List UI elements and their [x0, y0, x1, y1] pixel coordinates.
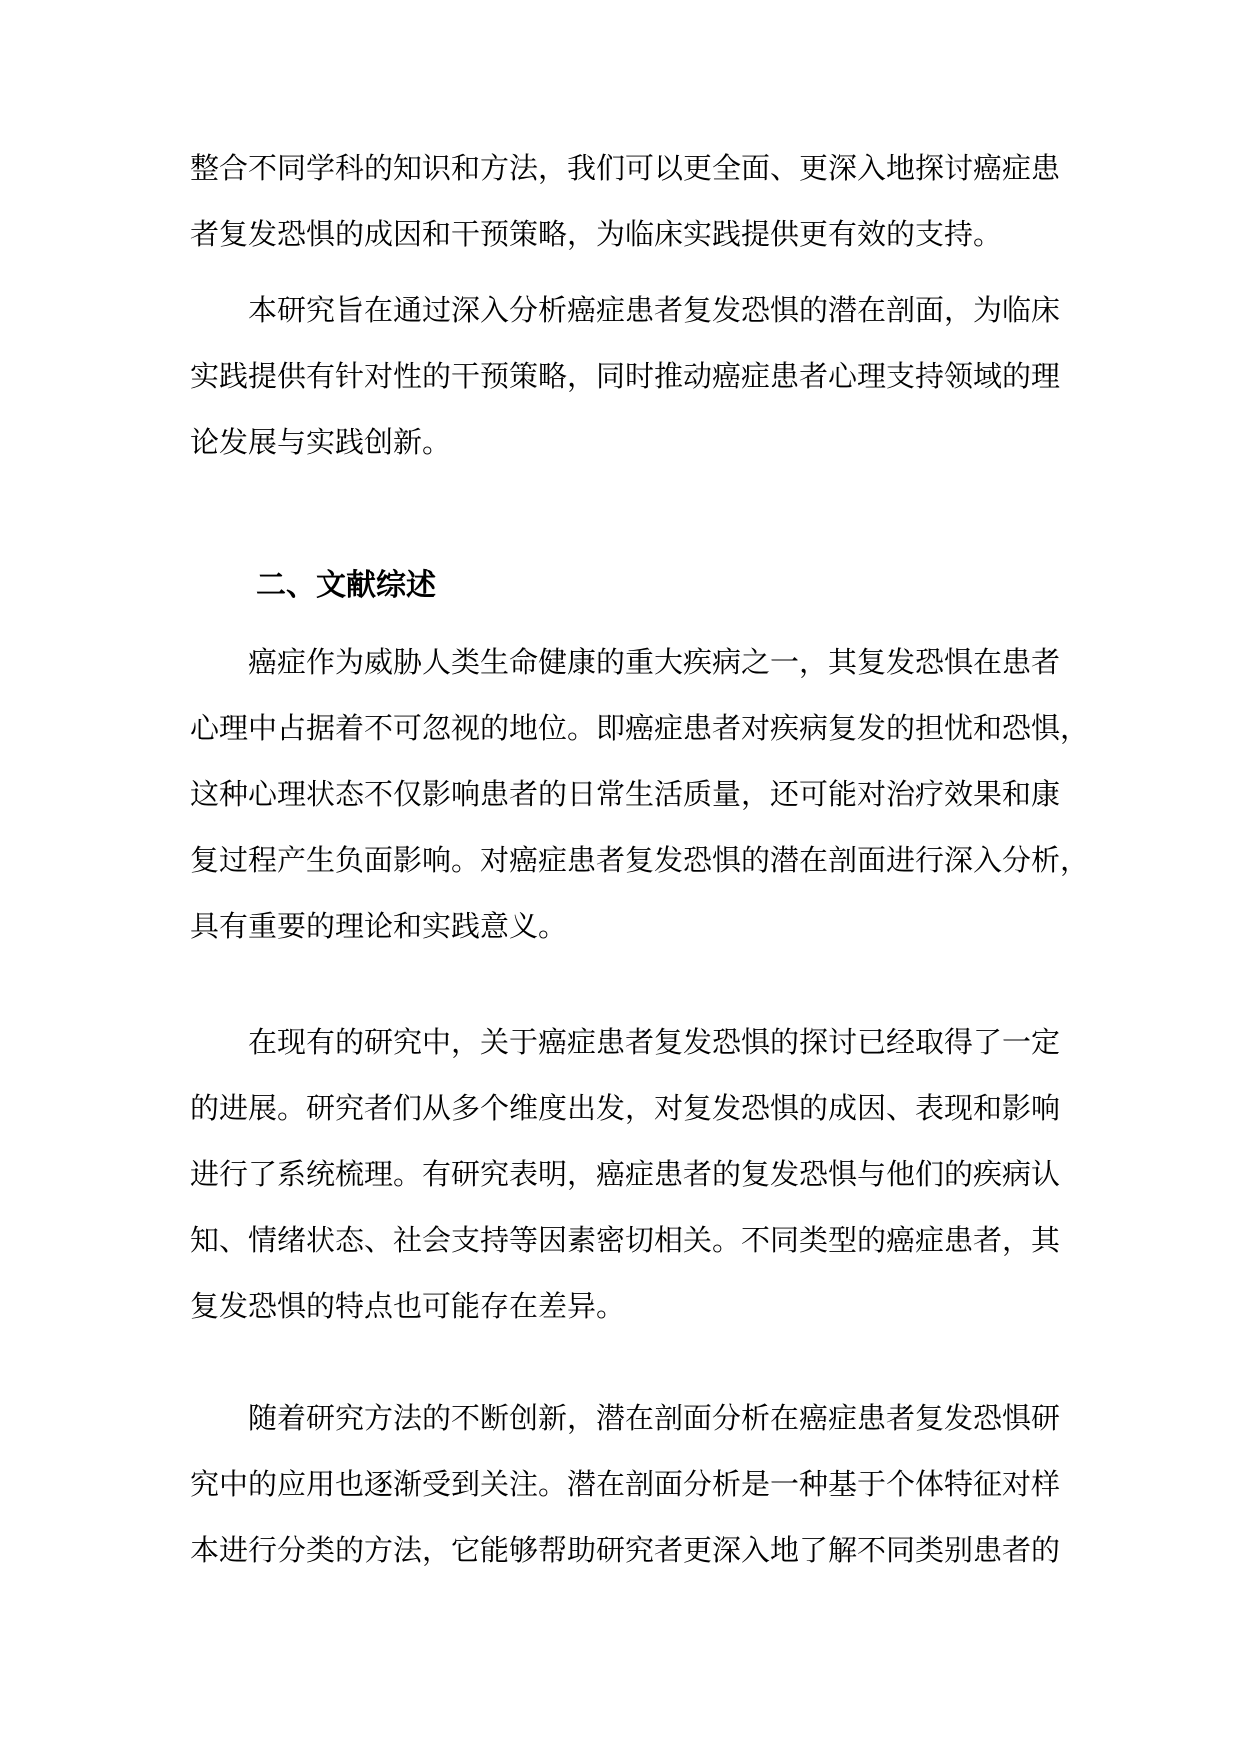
section-heading: 二、文献综述	[256, 568, 436, 603]
text-line: 随着研究方法的不断创新，潜在剖面分析在癌症患者复发恐惧研	[248, 1401, 1061, 1435]
text-line: 这种心理状态不仅影响患者的日常生活质量，还可能对治疗效果和康	[190, 777, 1061, 811]
text-line: 实践提供有针对性的干预策略，同时推动癌症患者心理支持领域的理	[190, 359, 1061, 393]
text-line: 的进展。研究者们从多个维度出发，对复发恐惧的成因、表现和影响	[190, 1091, 1061, 1125]
text-line: 癌症作为威胁人类生命健康的重大疾病之一，其复发恐惧在患者	[248, 645, 1061, 679]
text-line: 心理中占据着不可忽视的地位。即癌症患者对疾病复发的担忧和恐惧，	[190, 711, 1090, 745]
text-line: 在现有的研究中，关于癌症患者复发恐惧的探讨已经取得了一定	[248, 1025, 1061, 1059]
text-line: 知、情绪状态、社会支持等因素密切相关。不同类型的癌症患者，其	[190, 1223, 1061, 1257]
text-line: 复发恐惧的特点也可能存在差异。	[190, 1289, 626, 1323]
text-line: 复过程产生负面影响。对癌症患者复发恐惧的潜在剖面进行深入分析，	[190, 843, 1090, 877]
text-line: 究中的应用也逐渐受到关注。潜在剖面分析是一种基于个体特征对样	[190, 1467, 1061, 1501]
text-line: 论发展与实践创新。	[190, 425, 452, 459]
text-line: 整合不同学科的知识和方法，我们可以更全面、更深入地探讨癌症患	[190, 151, 1061, 185]
text-line: 本进行分类的方法，它能够帮助研究者更深入地了解不同类别患者的	[190, 1533, 1061, 1567]
text-line: 具有重要的理论和实践意义。	[190, 909, 568, 943]
text-line: 进行了系统梳理。有研究表明，癌症患者的复发恐惧与他们的疾病认	[190, 1157, 1061, 1191]
text-line: 者复发恐惧的成因和干预策略，为临床实践提供更有效的支持。	[190, 217, 1003, 251]
text-line: 本研究旨在通过深入分析癌症患者复发恐惧的潜在剖面，为临床	[248, 293, 1061, 327]
